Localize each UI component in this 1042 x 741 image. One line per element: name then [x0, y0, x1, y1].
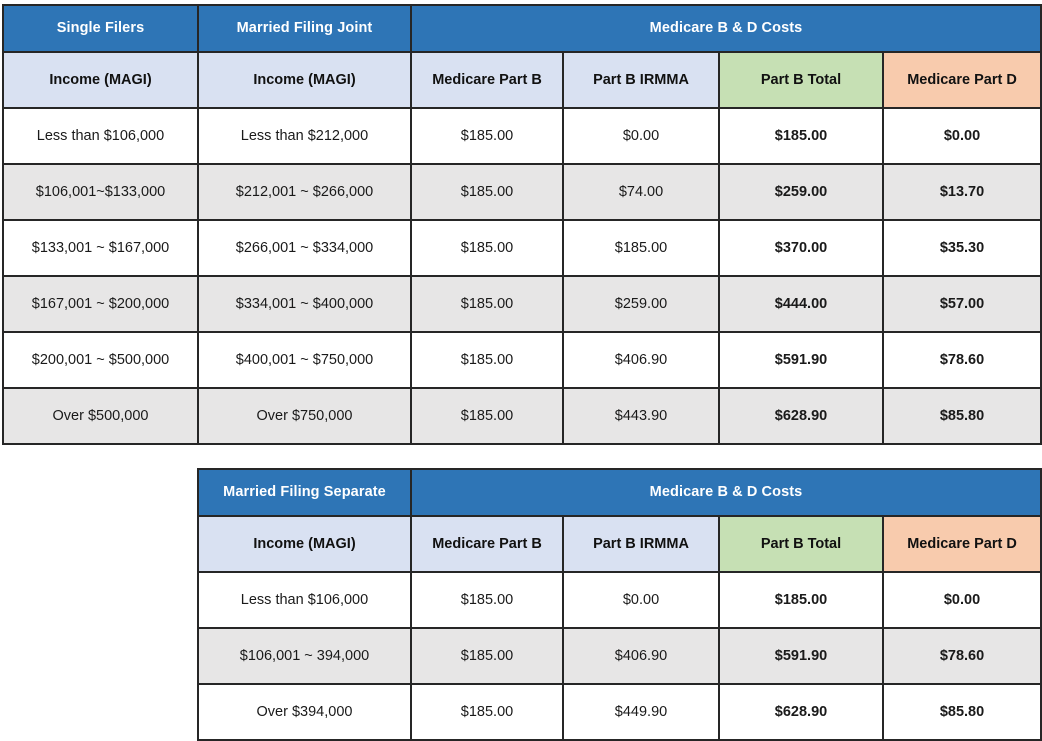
cost-value-cell: $185.00	[411, 108, 563, 164]
table-head-single-joint	[3, 5, 1041, 108]
column-header-cell: Medicare Part B	[411, 52, 563, 108]
cost-value-cell: $449.90	[563, 684, 719, 740]
income-bracket-cell: Over $500,000	[3, 388, 198, 444]
table-row	[3, 108, 1041, 164]
group-header-row-single-joint	[3, 5, 1041, 52]
cost-value-cell: $57.00	[883, 276, 1041, 332]
income-bracket-cell: $200,001 ~ $500,000	[3, 332, 198, 388]
cost-value-cell: $628.90	[719, 388, 883, 444]
table-row	[198, 684, 1041, 740]
group-header-cell: Medicare B & D Costs	[411, 5, 1041, 52]
column-header-cell: Part B Total	[719, 516, 883, 572]
cost-value-cell: $185.00	[411, 332, 563, 388]
table-row	[198, 628, 1041, 684]
cost-value-cell: $259.00	[719, 164, 883, 220]
cost-value-cell: $185.00	[411, 572, 563, 628]
cost-value-cell: $259.00	[563, 276, 719, 332]
cost-value-cell: $185.00	[411, 388, 563, 444]
cost-value-cell: $185.00	[411, 684, 563, 740]
income-bracket-cell: Less than $106,000	[198, 572, 411, 628]
table-row	[3, 164, 1041, 220]
column-header-cell: Medicare Part B	[411, 516, 563, 572]
cost-value-cell: $0.00	[883, 572, 1041, 628]
column-header-cell: Part B Total	[719, 52, 883, 108]
income-bracket-cell: $106,001~$133,000	[3, 164, 198, 220]
medicare-irmaa-table-single-joint	[2, 4, 1042, 445]
column-header-row-separate	[198, 516, 1041, 572]
cost-value-cell: $185.00	[411, 164, 563, 220]
column-header-cell: Part B IRMMA	[563, 516, 719, 572]
group-header-cell: Single Filers	[3, 5, 198, 52]
cost-value-cell: $185.00	[719, 572, 883, 628]
column-header-cell: Part B IRMMA	[563, 52, 719, 108]
cost-value-cell: $334,001 ~ $400,000	[198, 276, 411, 332]
cost-value-cell: $591.90	[719, 628, 883, 684]
group-header-cell: Married Filing Separate	[198, 469, 411, 516]
cost-value-cell: $185.00	[563, 220, 719, 276]
cost-value-cell: $85.80	[883, 684, 1041, 740]
column-header-cell: Income (MAGI)	[198, 52, 411, 108]
table-body-single-joint	[3, 108, 1041, 444]
group-header-row-separate	[198, 469, 1041, 516]
cost-value-cell: $13.70	[883, 164, 1041, 220]
cost-value-cell: $185.00	[411, 276, 563, 332]
cost-value-cell: $185.00	[719, 108, 883, 164]
medicare-irmaa-table-married-filing-separate	[197, 468, 1042, 741]
column-header-cell: Income (MAGI)	[198, 516, 411, 572]
table-row	[3, 388, 1041, 444]
cost-value-cell: $74.00	[563, 164, 719, 220]
column-header-cell: Medicare Part D	[883, 516, 1041, 572]
cost-value-cell: $628.90	[719, 684, 883, 740]
cost-value-cell: $591.90	[719, 332, 883, 388]
cost-value-cell: $406.90	[563, 332, 719, 388]
income-bracket-cell: $167,001 ~ $200,000	[3, 276, 198, 332]
cost-value-cell: $443.90	[563, 388, 719, 444]
cost-value-cell: $85.80	[883, 388, 1041, 444]
table-row	[3, 220, 1041, 276]
cost-value-cell: Over $750,000	[198, 388, 411, 444]
table-head-separate	[198, 469, 1041, 572]
income-bracket-cell: $133,001 ~ $167,000	[3, 220, 198, 276]
cost-value-cell: Less than $212,000	[198, 108, 411, 164]
column-header-cell: Medicare Part D	[883, 52, 1041, 108]
income-bracket-cell: Less than $106,000	[3, 108, 198, 164]
column-header-row-single-joint	[3, 52, 1041, 108]
cost-value-cell: $185.00	[411, 220, 563, 276]
cost-value-cell: $78.60	[883, 628, 1041, 684]
column-header-cell: Income (MAGI)	[3, 52, 198, 108]
group-header-cell: Medicare B & D Costs	[411, 469, 1041, 516]
cost-value-cell: $0.00	[883, 108, 1041, 164]
cost-value-cell: $185.00	[411, 628, 563, 684]
table-row	[198, 572, 1041, 628]
cost-value-cell: $266,001 ~ $334,000	[198, 220, 411, 276]
cost-value-cell: $444.00	[719, 276, 883, 332]
cost-value-cell: $0.00	[563, 108, 719, 164]
cost-value-cell: $35.30	[883, 220, 1041, 276]
cost-value-cell: $400,001 ~ $750,000	[198, 332, 411, 388]
table-body-separate	[198, 572, 1041, 740]
income-bracket-cell: $106,001 ~ 394,000	[198, 628, 411, 684]
income-bracket-cell: Over $394,000	[198, 684, 411, 740]
cost-value-cell: $370.00	[719, 220, 883, 276]
table-row	[3, 332, 1041, 388]
table-row	[3, 276, 1041, 332]
cost-value-cell: $406.90	[563, 628, 719, 684]
cost-value-cell: $212,001 ~ $266,000	[198, 164, 411, 220]
cost-value-cell: $0.00	[563, 572, 719, 628]
cost-value-cell: $78.60	[883, 332, 1041, 388]
group-header-cell: Married Filing Joint	[198, 5, 411, 52]
